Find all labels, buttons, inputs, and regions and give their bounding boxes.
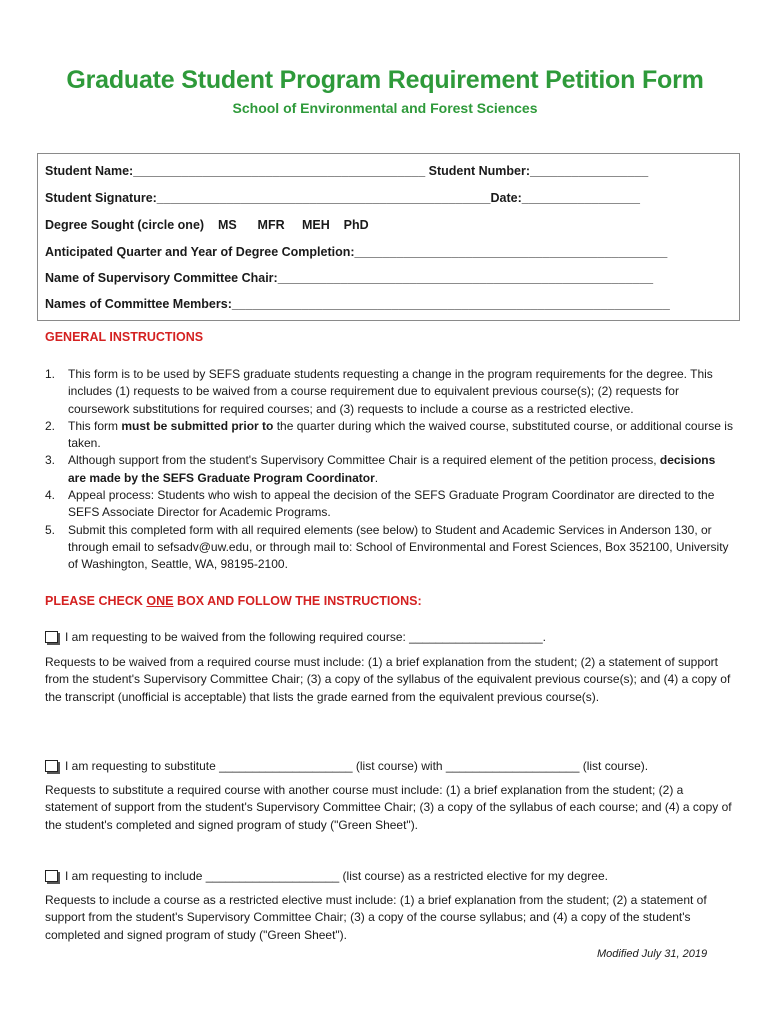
instruction-emphasis: must be submitted prior to <box>121 418 274 433</box>
form-title: Graduate Student Program Requirement Petition Form <box>66 66 704 94</box>
anticipated-completion-field[interactable]: Anticipated Quarter and Year of Degree Completion:_____________________________________________ <box>45 245 668 259</box>
substitute-option <box>45 759 648 773</box>
instruction-item <box>45 366 735 418</box>
instruction-text: . <box>374 470 379 485</box>
instruction-item <box>45 452 735 487</box>
student-name-number-field[interactable]: Student Name:__________________________________________ Student Number:_________________ <box>45 164 649 178</box>
form-subtitle: School of Environmental and Forest Sciences <box>232 100 538 116</box>
check-heading-underlined: ONE <box>146 594 174 608</box>
include-elective-option-label: I am requesting to include ____________________ (list course) as a restricted elective for my degree. <box>65 869 608 883</box>
committee-members-field[interactable]: Names of Committee Members:_______________________________________________________________ <box>45 297 670 311</box>
instruction-item <box>45 418 735 453</box>
include-elective-option-description: Requests to include a course as a restricted elective must include: (1) a brief explanation from the student; (2) a statement of support from the student's Supervisory Committee Chair; (3) a copy of the course syllabus; and (4) a copy of the student's completed and signed program of study ("Green Sheet"). <box>45 893 707 942</box>
instruction-text: Submit this completed form with all required elements (see below) to Student and Academic Services in Anderson 130, or through email to sefsadv@uw.edu, or through mail to: School of Environmental and Forest Sciences, Box 352100, University of Washington, Seattle, WA, 98195-2100. <box>68 522 729 572</box>
student-signature-date-field[interactable]: Student Signature:________________________________________________Date:_________________ <box>45 191 640 205</box>
instruction-text: This form is to be used by SEFS graduate students requesting a change in the program requirements for the degree. This includes (1) requests to be waived from a course requirement due to equivalent previous course(s); (2) requests for coursework substitutions for required courses; and (3) requests to include a course as a restricted elective. <box>68 367 713 416</box>
waive-checkbox[interactable] <box>45 631 58 643</box>
instruction-text: the quarter during which the waived course, substituted course, or additional course is taken. <box>68 418 733 451</box>
check-heading-text: PLEASE CHECK <box>45 594 147 608</box>
instruction-number: 4. <box>45 488 56 503</box>
waive-option <box>45 630 546 644</box>
instruction-number: 2. <box>45 418 56 433</box>
instruction-emphasis: decisions are made by the SEFS Graduate Program Coordinator <box>68 453 716 485</box>
instruction-number: 1. <box>45 367 56 381</box>
instruction-text: Appeal process: Students who wish to appeal the decision of the SEFS Graduate Program Coordinator are directed to the SEFS Associate Director for Academic Programs. <box>68 488 715 520</box>
student-info-box <box>37 153 740 321</box>
committee-chair-field[interactable]: Name of Supervisory Committee Chair:______________________________________________________ <box>45 271 654 285</box>
instructions-list <box>45 366 735 574</box>
instruction-text: This form <box>68 418 122 433</box>
instruction-text: Although support from the student's Supervisory Committee Chair is a required element of the petition process, <box>68 453 660 468</box>
degree-sought-field[interactable]: Degree Sought (circle one) MS MFR MEH PhD <box>45 218 369 232</box>
substitute-option-description: Requests to substitute a required course with another course must include: (1) a brief explanation from the student; (2) a statement of support from the student's Supervisory Committee Chair; (3) a copy of the syllabus of each course; and (4) a copy of the student's completed and signed program of study ("Green Sheet"). <box>45 783 732 832</box>
waive-option-description: Requests to be waived from a required course must include: (1) a brief explanation from the student; (2) a statement of support from the student's Supervisory Committee Chair; (3) a copy of the syllabus of the equivalent previous course(s); and (4) a copy of the transcript (unofficial is acceptable) that lists the grade earned from the equivalent previous course(s). <box>45 655 731 704</box>
check-one-heading <box>45 594 422 608</box>
substitute-checkbox[interactable] <box>45 760 58 772</box>
substitute-option-label: I am requesting to substitute ____________________ (list course) with ____________________ (list course). <box>65 759 649 773</box>
waive-option-label: I am requesting to be waived from the following required course: ____________________. <box>65 630 546 644</box>
instruction-number: 3. <box>45 453 56 468</box>
instruction-item <box>45 487 735 522</box>
include-elective-option <box>45 869 608 883</box>
include-elective-checkbox[interactable] <box>45 870 58 882</box>
check-heading-text: BOX AND FOLLOW THE INSTRUCTIONS: <box>173 594 422 608</box>
instruction-item <box>45 522 735 574</box>
modified-date: Modified July 31, 2019 <box>597 948 708 960</box>
instruction-number: 5. <box>45 522 56 537</box>
general-instructions-heading: GENERAL INSTRUCTIONS <box>45 330 204 344</box>
